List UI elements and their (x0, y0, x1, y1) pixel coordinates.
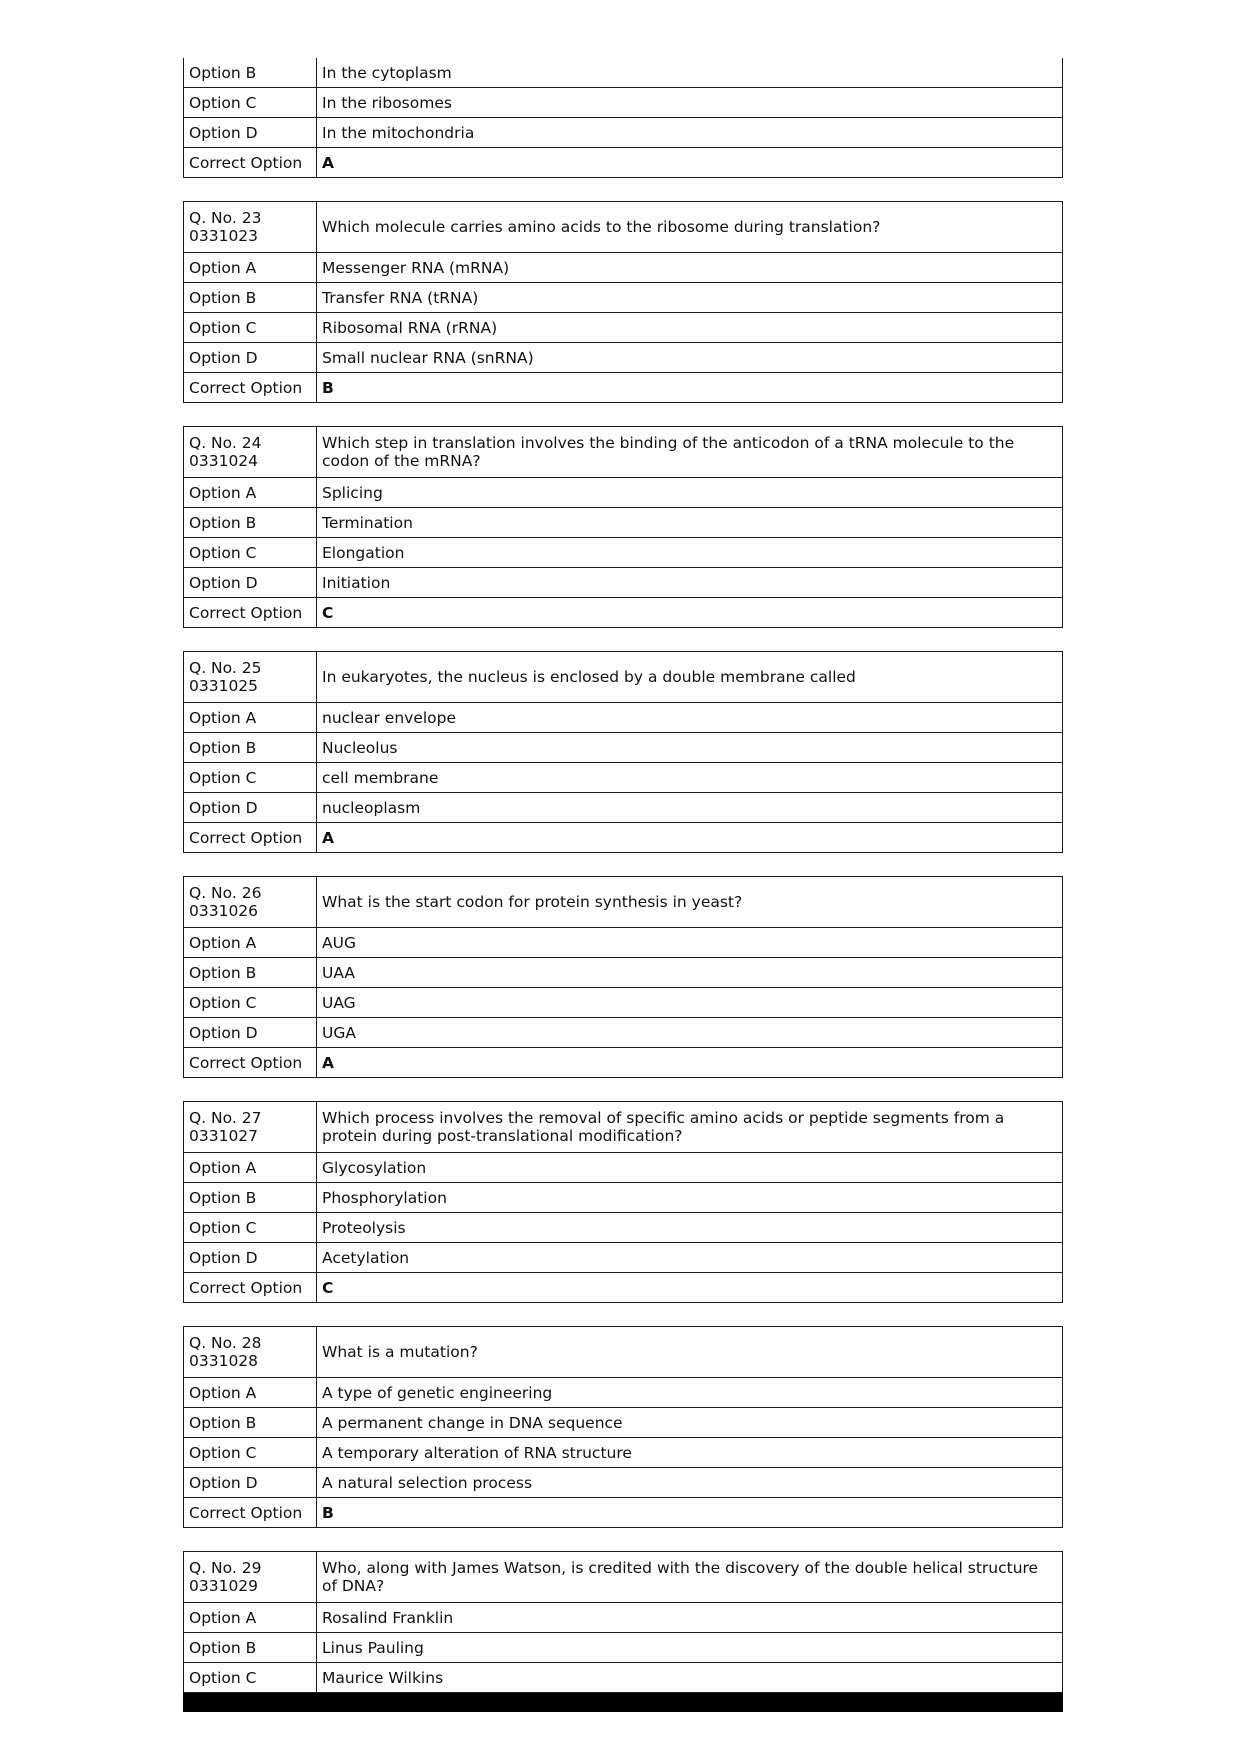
option-text: Linus Pauling (317, 1633, 1063, 1663)
question-number-cell (184, 877, 317, 928)
question-code: 0331028 (189, 1352, 259, 1370)
option-label: Option A (184, 1153, 317, 1183)
option-row (184, 58, 1063, 88)
correct-option-row (184, 1273, 1063, 1303)
option-row (184, 988, 1063, 1018)
option-label: Option C (184, 1663, 317, 1693)
option-row (184, 1018, 1063, 1048)
question-number: Q. No. 23 (189, 209, 262, 227)
option-row (184, 1438, 1063, 1468)
option-text: nuclear envelope (317, 703, 1063, 733)
question-table-28 (183, 1326, 1063, 1528)
option-label: Option C (184, 538, 317, 568)
question-code: 0331029 (189, 1577, 259, 1595)
option-row (184, 283, 1063, 313)
option-text: A natural selection process (317, 1468, 1063, 1498)
question-text: Which molecule carries amino acids to the ribosome during translation? (317, 202, 1063, 253)
question-code: 0331024 (189, 452, 259, 470)
correct-option-row (184, 598, 1063, 628)
question-code: 0331026 (189, 902, 259, 920)
option-text: UAG (317, 988, 1063, 1018)
option-label: Option B (184, 733, 317, 763)
correct-option-label: Correct Option (184, 1498, 317, 1528)
option-label: Option A (184, 703, 317, 733)
option-text: A temporary alteration of RNA structure (317, 1438, 1063, 1468)
option-text: Nucleolus (317, 733, 1063, 763)
option-label: Option B (184, 1633, 317, 1663)
option-text: Maurice Wilkins (317, 1663, 1063, 1693)
option-label: Option A (184, 478, 317, 508)
question-fragment-table (183, 58, 1063, 178)
question-code: 0331025 (189, 677, 259, 695)
question-row (184, 652, 1063, 703)
option-row (184, 703, 1063, 733)
option-row (184, 1468, 1063, 1498)
option-row (184, 538, 1063, 568)
correct-option-label: Correct Option (184, 373, 317, 403)
question-table-23 (183, 201, 1063, 403)
question-code: 0331027 (189, 1127, 259, 1145)
option-text: Termination (317, 508, 1063, 538)
question-number-cell (184, 427, 317, 478)
correct-option-label: Correct Option (184, 1273, 317, 1303)
option-text: Ribosomal RNA (rRNA) (317, 313, 1063, 343)
question-text: Who, along with James Watson, is credited with the discovery of the double helical structure of DNA? (317, 1552, 1063, 1603)
question-number: Q. No. 24 (189, 434, 262, 452)
option-row (184, 1153, 1063, 1183)
option-text: Transfer RNA (tRNA) (317, 283, 1063, 313)
question-number-cell (184, 202, 317, 253)
option-row (184, 478, 1063, 508)
option-text: Elongation (317, 538, 1063, 568)
question-text: Which process involves the removal of specific amino acids or peptide segments from a protein during post-translational modification? (317, 1102, 1063, 1153)
question-number: Q. No. 26 (189, 884, 262, 902)
option-label: Option A (184, 1603, 317, 1633)
correct-option-label: Correct Option (184, 823, 317, 853)
question-sheet (183, 58, 1063, 1712)
question-text: What is the start codon for protein synthesis in yeast? (317, 877, 1063, 928)
option-row (184, 1603, 1063, 1633)
option-label: Option D (184, 793, 317, 823)
question-table-25 (183, 651, 1063, 853)
question-row (184, 877, 1063, 928)
option-text: Messenger RNA (mRNA) (317, 253, 1063, 283)
option-text: cell membrane (317, 763, 1063, 793)
option-row (184, 793, 1063, 823)
question-text: What is a mutation? (317, 1327, 1063, 1378)
correct-option-value: B (317, 1498, 1063, 1528)
option-label: Option D (184, 118, 317, 148)
question-number-cell (184, 1552, 317, 1603)
question-text: In eukaryotes, the nucleus is enclosed by a double membrane called (317, 652, 1063, 703)
correct-option-value: C (317, 1273, 1063, 1303)
option-text: Acetylation (317, 1243, 1063, 1273)
correct-option-row (184, 823, 1063, 853)
option-label: Option A (184, 253, 317, 283)
correct-option-row (184, 1048, 1063, 1078)
question-row (184, 1102, 1063, 1153)
option-text: In the cytoplasm (317, 58, 1063, 88)
option-label: Option A (184, 1378, 317, 1408)
question-number: Q. No. 27 (189, 1109, 262, 1127)
correct-option-label: Correct Option (184, 598, 317, 628)
question-number: Q. No. 29 (189, 1559, 262, 1577)
question-number: Q. No. 28 (189, 1334, 262, 1352)
option-row (184, 763, 1063, 793)
correct-option-label: Correct Option (184, 1048, 317, 1078)
correct-option-label: Correct Option (184, 148, 317, 178)
option-row (184, 733, 1063, 763)
option-text: In the ribosomes (317, 88, 1063, 118)
option-row (184, 313, 1063, 343)
option-row (184, 88, 1063, 118)
page-bottom-black-bar (183, 1693, 1063, 1712)
option-text: UAA (317, 958, 1063, 988)
option-label: Option C (184, 88, 317, 118)
correct-option-row (184, 148, 1063, 178)
option-row (184, 253, 1063, 283)
question-row (184, 1327, 1063, 1378)
option-text: Splicing (317, 478, 1063, 508)
option-text: A permanent change in DNA sequence (317, 1408, 1063, 1438)
option-row (184, 1213, 1063, 1243)
option-text: Rosalind Franklin (317, 1603, 1063, 1633)
correct-option-value: B (317, 373, 1063, 403)
option-label: Option C (184, 1213, 317, 1243)
option-row (184, 118, 1063, 148)
option-text: Phosphorylation (317, 1183, 1063, 1213)
option-row (184, 1243, 1063, 1273)
option-row (184, 1183, 1063, 1213)
correct-option-row (184, 373, 1063, 403)
question-text: Which step in translation involves the binding of the anticodon of a tRNA molecule to the codon of the mRNA? (317, 427, 1063, 478)
correct-option-value: C (317, 598, 1063, 628)
option-row (184, 343, 1063, 373)
option-text: Glycosylation (317, 1153, 1063, 1183)
option-row (184, 1408, 1063, 1438)
option-label: Option A (184, 928, 317, 958)
option-text: AUG (317, 928, 1063, 958)
option-label: Option C (184, 1438, 317, 1468)
option-row (184, 508, 1063, 538)
option-label: Option B (184, 958, 317, 988)
correct-option-row (184, 1498, 1063, 1528)
option-label: Option B (184, 1408, 317, 1438)
option-text: In the mitochondria (317, 118, 1063, 148)
option-label: Option D (184, 568, 317, 598)
option-label: Option B (184, 58, 317, 88)
option-text: Initiation (317, 568, 1063, 598)
option-text: Small nuclear RNA (snRNA) (317, 343, 1063, 373)
question-row (184, 427, 1063, 478)
question-code: 0331023 (189, 227, 259, 245)
option-row (184, 958, 1063, 988)
option-row (184, 568, 1063, 598)
option-row (184, 1663, 1063, 1693)
option-label: Option C (184, 763, 317, 793)
option-label: Option C (184, 988, 317, 1018)
question-table-29 (183, 1551, 1063, 1693)
option-row (184, 1633, 1063, 1663)
option-label: Option B (184, 1183, 317, 1213)
option-label: Option D (184, 1468, 317, 1498)
option-label: Option D (184, 1018, 317, 1048)
option-label: Option B (184, 283, 317, 313)
option-text: Proteolysis (317, 1213, 1063, 1243)
question-row (184, 202, 1063, 253)
question-table-27 (183, 1101, 1063, 1303)
option-label: Option C (184, 313, 317, 343)
option-label: Option B (184, 508, 317, 538)
correct-option-value: A (317, 1048, 1063, 1078)
option-text: UGA (317, 1018, 1063, 1048)
question-number-cell (184, 1327, 317, 1378)
option-row (184, 928, 1063, 958)
question-table-24 (183, 426, 1063, 628)
question-number-cell (184, 1102, 317, 1153)
correct-option-value: A (317, 823, 1063, 853)
question-number-cell (184, 652, 317, 703)
option-row (184, 1378, 1063, 1408)
question-table-26 (183, 876, 1063, 1078)
option-text: A type of genetic engineering (317, 1378, 1063, 1408)
question-number: Q. No. 25 (189, 659, 262, 677)
option-text: nucleoplasm (317, 793, 1063, 823)
option-label: Option D (184, 1243, 317, 1273)
option-label: Option D (184, 343, 317, 373)
question-row (184, 1552, 1063, 1603)
correct-option-value: A (317, 148, 1063, 178)
